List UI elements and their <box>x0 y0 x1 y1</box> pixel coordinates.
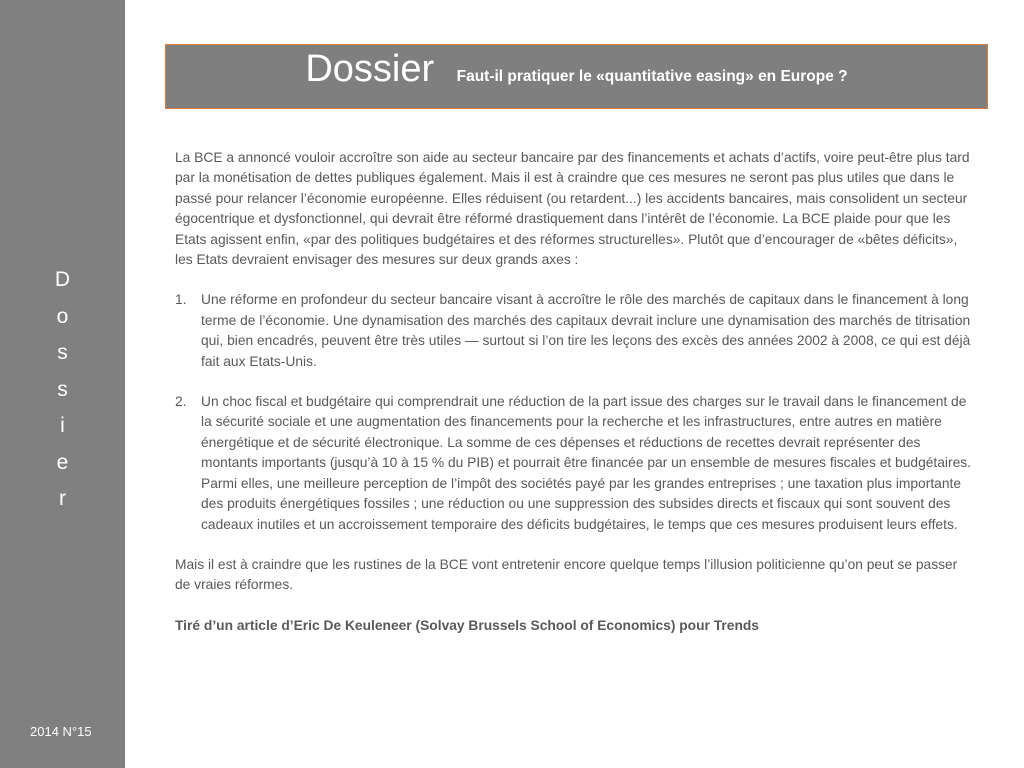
vertical-letter: r <box>59 487 66 510</box>
header-banner <box>165 44 988 109</box>
vertical-title <box>0 262 125 518</box>
intro-paragraph: La BCE a annoncé vouloir accroître son aide au secteur bancaire par des financements et achats d’actifs, voire peut-être plus tard par la monétisation de dettes publiques également. Mais il est à craindre que ces mesures ne seront pas plus utiles que dans le passé pour relancer l’économie européenne. Elles réduisent (ou retardent...) les accidents bancaires, mais consolident un secteur égocentrique et dysfonctionnel, qui devrait être réformé drastiquement dans l’intérêt de l’économie. La BCE plaide pour que les Etats agissent enfin, «par des politiques budgétaires et des réformes structurelles». Plutôt que d’encourager de «bêtes déficits», les Etats devraient envisager des mesures sur deux grands axes : <box>175 150 970 268</box>
page-subtitle: Faut-il pratiquer le «quantitative easing» en Europe ? <box>456 68 848 85</box>
list-item <box>175 392 975 535</box>
vertical-letter: o <box>56 304 69 328</box>
sidebar <box>0 0 125 768</box>
conclusion-paragraph: Mais il est à craindre que les rustines de la BCE vont entretenir encore quelque temps l’illusion politicienne qu’on peut se passer de vraies réformes. <box>175 556 958 593</box>
list-item-text: Un choc fiscal et budgétaire qui comprendrait une réduction de la part issue des charges sur le travail dans le financement de la sécurité sociale et une augmentation des financements pour la recherche et les infrastructures, entre autres en matière énergétique et de sécurité électronique. La somme de ces dépenses et réductions de recettes devrait représenter des montants importants (jusqu’à 10 à 15 % du PIB) et pourrait être financée par un ensemble de mesures fiscales et budgétaires. Parmi elles, une meilleure perception de l’impôt des sociétés payé par les grandes entreprises ; une taxation plus importante des produits énergétiques fossiles ; une réduction ou une suppression des subsides directs et fiscaux qui sont souvent des cadeaux inutiles et un accroissement temporaire des déficits budgétaires, le temps que ces mesures produisent leurs effets. <box>201 394 971 532</box>
list-item-number: 1. <box>175 292 187 308</box>
vertical-letter: i <box>60 414 65 437</box>
vertical-letter: s <box>57 341 68 364</box>
list-item-text: Une réforme en profondeur du secteur bancaire visant à accroître le rôle des marchés de capitaux dans le financement à long terme de l’économie. Une dynamisation des marchés des capitaux devrait inclure une dynamisation des marchés de titrisation qui, bien encadrés, peuvent être très utiles — surtout si l’on tire les leçons des excès des années 2002 à 2008, ce qui est déjà fait aux Etats-Unis. <box>201 292 971 369</box>
vertical-letter: e <box>56 450 69 474</box>
page-title: Dossier <box>305 48 435 90</box>
list-item-number: 2. <box>175 394 187 410</box>
vertical-letter: s <box>57 377 68 401</box>
issue-number: 2014 N°15 <box>30 724 92 739</box>
vertical-letter: D <box>54 268 71 291</box>
article-body <box>175 148 975 656</box>
list-item <box>175 290 975 372</box>
numbered-list <box>175 290 975 534</box>
header-inner <box>166 45 987 93</box>
source-credit: Tiré d’un article d’Eric De Keuleneer (Solvay Brussels School of Economics) pour Trends <box>175 617 759 633</box>
